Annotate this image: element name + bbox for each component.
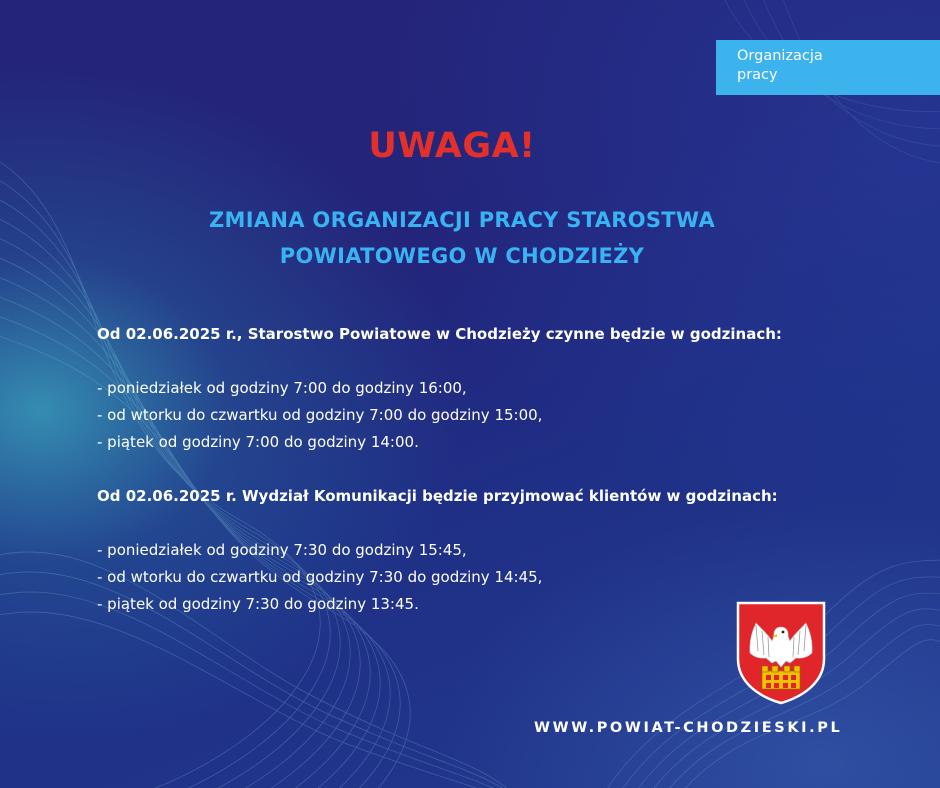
section-2-item: - poniedziałek od godziny 7:30 do godziny 15:45, [97, 541, 467, 559]
spacer [97, 348, 897, 375]
headline-line-1: ZMIANA ORGANIZACJI PRACY STAROSTWA [208, 208, 716, 232]
announcement-body [97, 321, 897, 618]
section-2-item: - od wtorku do czwartku od godziny 7:30 do godziny 14:45, [97, 568, 543, 586]
spacer [97, 510, 897, 537]
website-url: WWW.POWIAT-CHODZIESKI.PL [534, 720, 843, 736]
category-tag-line-2: pracy [737, 67, 778, 83]
section-1-item: - od wtorku do czwartku od godziny 7:00 do godziny 15:00, [97, 406, 543, 424]
section-2-heading: Od 02.06.2025 r. Wydział Komunikacji będzie przyjmować klientów w godzinach: [97, 487, 778, 505]
spacer [97, 456, 897, 483]
section-1-item: - piątek od godziny 7:00 do godziny 14:00. [97, 433, 419, 451]
section-1-heading: Od 02.06.2025 r., Starostwo Powiatowe w Chodzieży czynne będzie w godzinach: [97, 325, 782, 343]
county-coat-of-arms-icon [736, 601, 826, 705]
section-2-item: - piątek od godziny 7:30 do godziny 13:45. [97, 595, 419, 613]
category-tag-line-1: Organizacja [737, 48, 823, 64]
section-1-item: - poniedziałek od godziny 7:00 do godziny 16:00, [97, 379, 467, 397]
category-tag [716, 40, 940, 95]
headline-line-2: POWIATOWEGO W CHODZIEŻY [279, 244, 645, 268]
headline [100, 202, 824, 274]
alert-title: UWAGA! [368, 126, 536, 166]
